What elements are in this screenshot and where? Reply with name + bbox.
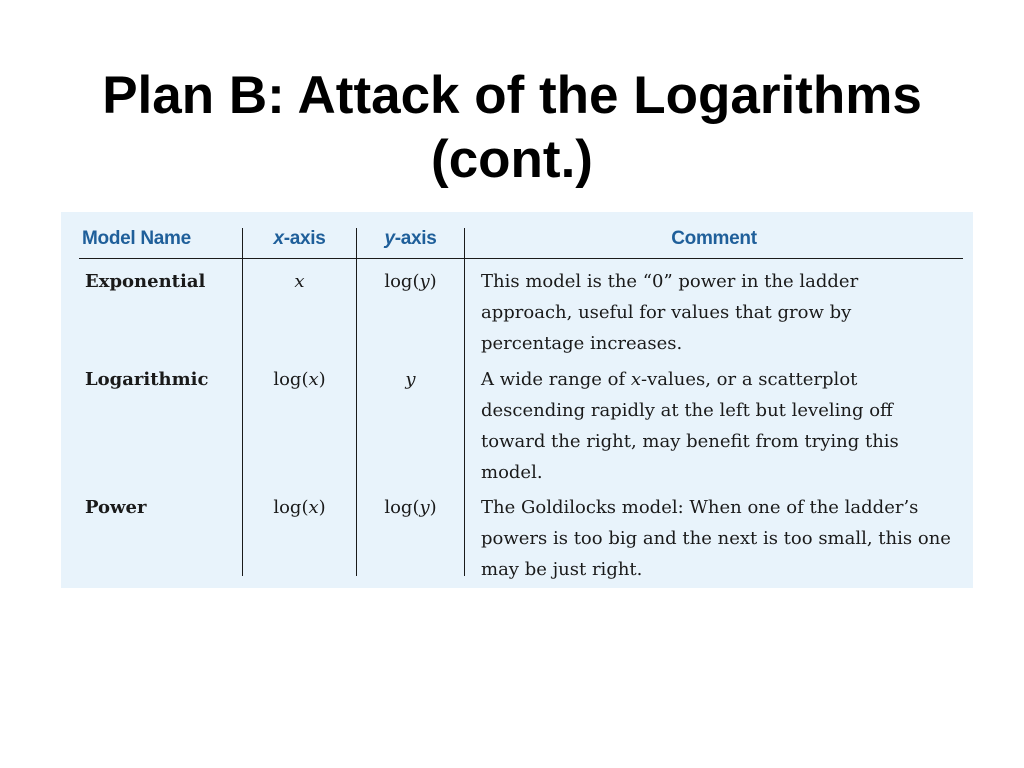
header-y-axis-suffix: -axis bbox=[394, 228, 437, 249]
header-rule bbox=[79, 258, 963, 259]
row-model-name: Exponential bbox=[85, 271, 206, 292]
slide-title-line-1: Plan B: Attack of the Logarithms bbox=[102, 65, 922, 125]
row-model-name: Logarithmic bbox=[85, 369, 209, 390]
row-y-axis: y bbox=[405, 369, 416, 390]
header-model-name: Model Name bbox=[82, 228, 191, 249]
row-y-axis: log(y) bbox=[384, 271, 437, 292]
header-x-axis-suffix: -axis bbox=[283, 228, 326, 249]
row-comment: The Goldilocks model: When one of the ladder’s powers is too big and the next is too small, this one may be just right. bbox=[481, 497, 951, 580]
slide-title bbox=[0, 64, 1024, 192]
column-divider bbox=[464, 228, 465, 576]
row-comment: A wide range of x-values, or a scatterplot descending rapidly at the left but leveling off toward the right, may benefit from trying this model. bbox=[481, 369, 899, 483]
row-x-axis: x bbox=[294, 271, 305, 292]
header-x-axis bbox=[243, 226, 356, 252]
row-x-axis: log(x) bbox=[273, 497, 326, 518]
row-comment: This model is the “0” power in the ladder approach, useful for values that grow by percentage increases. bbox=[481, 271, 859, 354]
header-comment: Comment bbox=[671, 228, 757, 249]
slide-title-line-2: (cont.) bbox=[431, 129, 593, 189]
model-comparison-table bbox=[61, 212, 973, 588]
row-y-axis: log(y) bbox=[384, 497, 437, 518]
header-y-axis-var: y bbox=[384, 228, 395, 249]
row-model-name: Power bbox=[85, 497, 147, 518]
header-x-axis-var: x bbox=[273, 228, 284, 249]
header-y-axis bbox=[357, 226, 464, 252]
row-x-axis: log(x) bbox=[273, 369, 326, 390]
